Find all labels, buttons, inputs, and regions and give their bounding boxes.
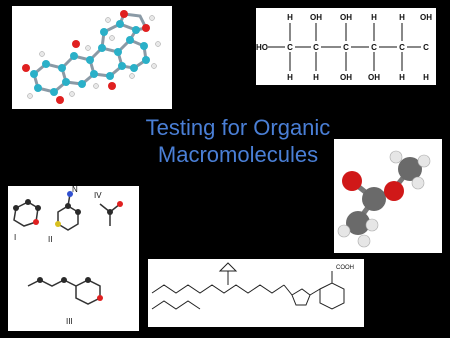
steroid-model-image (12, 6, 172, 109)
steroid-model-drawing (12, 6, 172, 109)
polyene-acid-label: COOH (336, 265, 354, 271)
sugar-label: C (343, 43, 349, 52)
ester-model-drawing (334, 139, 442, 253)
sugar-label: H (313, 73, 319, 82)
sugar-label: C (313, 43, 319, 52)
ester-model-image (334, 139, 442, 253)
polyene-structure-image (148, 259, 364, 327)
molecule-label-iv: IV (94, 191, 102, 200)
small-molecules-image (8, 186, 139, 331)
sugar-label: H (371, 13, 377, 22)
molecule-label-n: N (72, 186, 78, 194)
molecule-label-ii: II (48, 235, 53, 244)
molecule-label-iii: III (66, 317, 73, 326)
sugar-label: H (399, 13, 405, 22)
sugar-label: C (371, 43, 377, 52)
sugar-label: H (423, 73, 429, 82)
sugar-label: C (399, 43, 405, 52)
sugar-alcohol-drawing (256, 8, 436, 85)
sugar-label: C (423, 43, 429, 52)
sugar-label: H (287, 13, 293, 22)
sugar-alcohol-structure-image (256, 8, 436, 85)
sugar-label: HO (256, 43, 268, 52)
polyene-structure-drawing (148, 259, 364, 327)
sugar-label: OH (420, 13, 432, 22)
slide-title-line-2: Macromolecules (157, 142, 319, 167)
sugar-label: OH (340, 13, 352, 22)
sugar-label: OH (310, 13, 322, 22)
slide-title-line-1: Testing for Organic (145, 115, 331, 140)
sugar-label: C (287, 43, 293, 52)
small-molecules-drawing (8, 186, 139, 331)
sugar-label: OH (368, 73, 380, 82)
molecule-label-i: I (14, 233, 17, 242)
sugar-label: H (399, 73, 405, 82)
sugar-label: OH (340, 73, 352, 82)
sugar-label: H (287, 73, 293, 82)
